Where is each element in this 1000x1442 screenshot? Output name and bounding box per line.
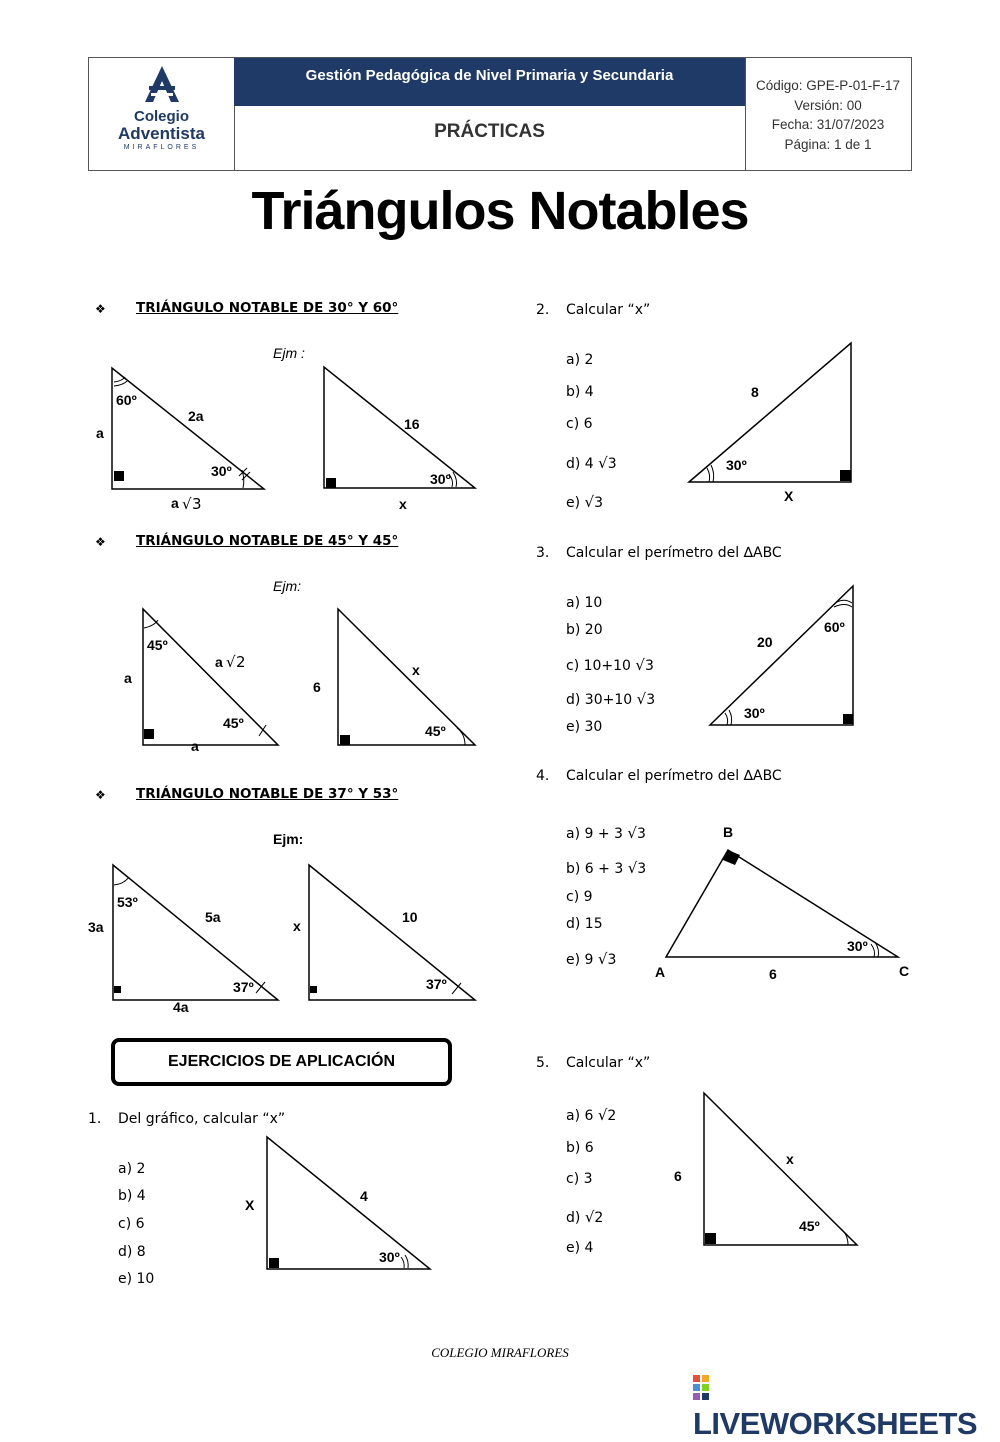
q5-fig-left: 6 <box>674 1168 682 1184</box>
q1-number: 1. <box>88 1111 102 1127</box>
q5-option-d-root: 2 <box>594 1210 604 1226</box>
example-label-2: Ejm: <box>273 578 301 594</box>
q2-fig-base: X <box>784 488 794 504</box>
t30ex-hyp: 16 <box>404 416 420 432</box>
t37ex-hyp: 10 <box>402 909 418 925</box>
logo-line1: Colegio <box>134 108 189 125</box>
footer-school: COLEGIO MIRAFLORES <box>431 1345 569 1360</box>
header-table <box>88 57 912 171</box>
diamond-bullet-icon: ❖ <box>95 788 106 802</box>
t30-hyp: 2a <box>188 408 204 424</box>
sqrt-icon: √ <box>627 859 638 877</box>
doc-page: Página: 1 de 1 <box>784 136 872 152</box>
q3-fig-hyp: 20 <box>757 634 773 650</box>
diamond-bullet-icon: ❖ <box>95 535 106 549</box>
q5-option-e[interactable]: e) 4 <box>566 1240 594 1256</box>
q3-number: 3. <box>536 545 550 561</box>
q3-option-c[interactable] <box>566 656 654 674</box>
t37-angle-top: 53º <box>117 894 138 910</box>
school-logo <box>89 58 235 170</box>
q5-option-a[interactable] <box>566 1106 616 1124</box>
q2-fig-hyp: 8 <box>751 384 759 400</box>
header-band: Gestión Pedagógica de Nivel Primaria y Secundaria <box>234 58 745 106</box>
liveworksheets-logo-icon <box>693 1375 719 1401</box>
section-37-53-title: TRIÁNGULO NOTABLE DE 37° Y 53° <box>136 786 399 802</box>
sqrt-icon: √ <box>182 495 192 513</box>
t37ex-angle: 37º <box>426 976 447 992</box>
t45-base: a <box>191 738 199 754</box>
logo-line3: MIRAFLORES <box>123 144 200 151</box>
q3-option-a[interactable]: a) 10 <box>566 595 603 611</box>
q5-fig-angle: 45º <box>799 1218 820 1234</box>
t30-base-root: 3 <box>192 495 202 513</box>
q4-fig-a: A <box>655 964 666 980</box>
q1-option-c[interactable]: c) 6 <box>118 1216 145 1232</box>
q4-number: 4. <box>536 768 550 784</box>
page-title: Triángulos Notables <box>251 181 749 241</box>
t45-left: a <box>124 670 132 686</box>
q4-option-c[interactable]: c) 9 <box>566 889 593 905</box>
q4-option-b-root: 3 <box>637 861 647 877</box>
t45-hyp-a: a <box>215 654 223 670</box>
q4-option-e-root: 3 <box>607 952 617 968</box>
t45-angle-bot: 45º <box>223 715 244 731</box>
q4-option-a[interactable] <box>566 824 646 842</box>
q3-option-e[interactable]: e) 30 <box>566 719 603 735</box>
sqrt-icon: √ <box>635 656 645 674</box>
logo-line2: Adventista <box>118 124 205 143</box>
q5-option-a-root: 2 <box>607 1108 617 1124</box>
doc-code: Código: GPE-P-01-F-17 <box>755 78 901 93</box>
t37-base: 4a <box>173 999 189 1015</box>
sqrt-icon: √ <box>597 1106 608 1124</box>
q2-option-d-text: d) 4 <box>566 456 594 472</box>
sqrt-icon: √ <box>584 493 595 511</box>
q1-fig-left: X <box>245 1197 255 1213</box>
q4-fig-angle: 30º <box>847 938 868 954</box>
q3-option-c-text: c) 10+10 <box>566 658 631 674</box>
diamond-bullet-icon: ❖ <box>95 302 106 316</box>
t45-angle-top: 45º <box>147 637 168 653</box>
example-label-3: Ejm: <box>273 831 304 847</box>
q1-option-b[interactable]: b) 4 <box>118 1188 146 1204</box>
q2-option-e-text: e) <box>566 495 581 511</box>
q5-option-d[interactable] <box>566 1208 603 1226</box>
q4-option-d[interactable]: d) 15 <box>566 916 603 932</box>
q3-option-c-root: 3 <box>644 658 654 674</box>
q5-text: Calcular “x” <box>566 1055 651 1071</box>
t37-hyp: 5a <box>205 909 221 925</box>
q3-fig-angle-bot: 30º <box>744 705 765 721</box>
t30-angle-bot: 30º <box>211 463 232 479</box>
t45ex-angle: 45º <box>425 723 446 739</box>
q5-option-d-text: d) <box>566 1210 581 1226</box>
application-exercises-title: EJERCICIOS DE APLICACIÓN <box>111 1038 452 1086</box>
q3-option-b[interactable]: b) 20 <box>566 622 603 638</box>
q2-option-c[interactable]: c) 6 <box>566 416 593 432</box>
q3-fig-angle-top: 60º <box>824 619 845 635</box>
doc-date: Fecha: 31/07/2023 <box>771 117 885 132</box>
triangle-37-53-general <box>80 855 290 1020</box>
q1-fig-angle: 30º <box>379 1249 400 1265</box>
q1-option-e[interactable]: e) 10 <box>118 1271 155 1287</box>
header-center <box>234 58 746 170</box>
q4-option-e[interactable] <box>566 950 616 968</box>
q3-option-d[interactable] <box>566 690 655 708</box>
header-subtitle: PRÁCTICAS <box>434 121 545 142</box>
header-meta <box>745 58 911 170</box>
q4-fig-base: 6 <box>769 966 777 982</box>
example-label-1: Ejm : <box>273 345 305 361</box>
section-45-45-title: TRIÁNGULO NOTABLE DE 45° Y 45° <box>136 533 399 549</box>
triangle-30-60-example <box>310 360 490 520</box>
t45-hyp-root: 2 <box>236 653 246 671</box>
triangle-45-45-example <box>305 600 485 760</box>
triangle-30-60-general <box>85 360 285 520</box>
liveworksheets-brand <box>693 1370 1000 1442</box>
q3-option-d-root: 3 <box>646 692 656 708</box>
t45ex-left: 6 <box>313 679 321 695</box>
q2-option-d-root: 3 <box>607 456 617 472</box>
q4-option-a-root: 3 <box>636 826 646 842</box>
q1-option-a[interactable]: a) 2 <box>118 1161 146 1177</box>
q5-number: 5. <box>536 1055 550 1071</box>
q5-fig-hyp: x <box>786 1151 794 1167</box>
q1-option-d[interactable]: d) 8 <box>118 1244 146 1260</box>
q4-fig-c: C <box>899 963 910 979</box>
t30ex-base: x <box>399 496 407 512</box>
t37-angle-bot: 37º <box>233 979 254 995</box>
t30-angle-top: 60º <box>116 392 137 408</box>
section-30-60-title: TRIÁNGULO NOTABLE DE 30° Y 60° <box>136 300 399 316</box>
q4-text: Calcular el perímetro del ∆ABC <box>566 768 782 784</box>
q2-option-d[interactable] <box>566 454 617 472</box>
q5-option-a-text: a) 6 <box>566 1108 594 1124</box>
q2-option-e[interactable] <box>566 493 603 511</box>
q2-option-b[interactable]: b) 4 <box>566 384 594 400</box>
q4-option-e-text: e) 9 <box>566 952 594 968</box>
q5-option-b[interactable]: b) 6 <box>566 1140 594 1156</box>
triangle-37-53-example <box>285 855 485 1020</box>
q2-option-e-root: 3 <box>594 495 604 511</box>
logo-a-icon <box>141 64 183 104</box>
q2-figure <box>680 335 860 510</box>
sqrt-icon: √ <box>226 653 236 671</box>
q1-fig-hyp: 4 <box>360 1188 368 1204</box>
t30-left: a <box>96 425 104 441</box>
liveworksheets-text: LIVEWORKSHEETS <box>693 1406 978 1441</box>
q2-number: 2. <box>536 302 550 318</box>
q4-option-b-text: b) 6 + 3 <box>566 861 624 877</box>
q5-figure <box>665 1088 870 1253</box>
q4-option-b[interactable] <box>566 859 646 877</box>
q1-text: Del gráfico, calcular “x” <box>118 1111 286 1127</box>
doc-version: Versión: 00 <box>794 97 862 113</box>
sqrt-icon: √ <box>597 950 608 968</box>
triangle-45-45-general <box>110 600 290 760</box>
t37ex-left: x <box>293 918 301 934</box>
sqrt-icon: √ <box>584 1208 595 1226</box>
q1-figure <box>235 1130 440 1275</box>
q4-fig-b: B <box>723 824 734 840</box>
t37-left: 3a <box>88 919 104 935</box>
q3-text: Calcular el perímetro del ∆ABC <box>566 545 782 561</box>
q4-figure <box>650 820 920 990</box>
q2-option-a[interactable]: a) 2 <box>566 352 594 368</box>
q5-option-c[interactable]: c) 3 <box>566 1171 593 1187</box>
sqrt-icon: √ <box>598 454 608 472</box>
sqrt-icon: √ <box>636 690 647 708</box>
q2-fig-angle: 30º <box>726 457 747 473</box>
t45ex-hyp: x <box>412 662 420 678</box>
q3-option-d-text: d) 30+10 <box>566 692 633 708</box>
q2-text: Calcular “x” <box>566 302 651 318</box>
q4-option-a-text: a) 9 + 3 <box>566 826 623 842</box>
t30-base-a: a <box>171 495 179 511</box>
q3-figure <box>700 580 865 730</box>
sqrt-icon: √ <box>627 824 637 842</box>
t30ex-angle: 30º <box>430 471 451 487</box>
